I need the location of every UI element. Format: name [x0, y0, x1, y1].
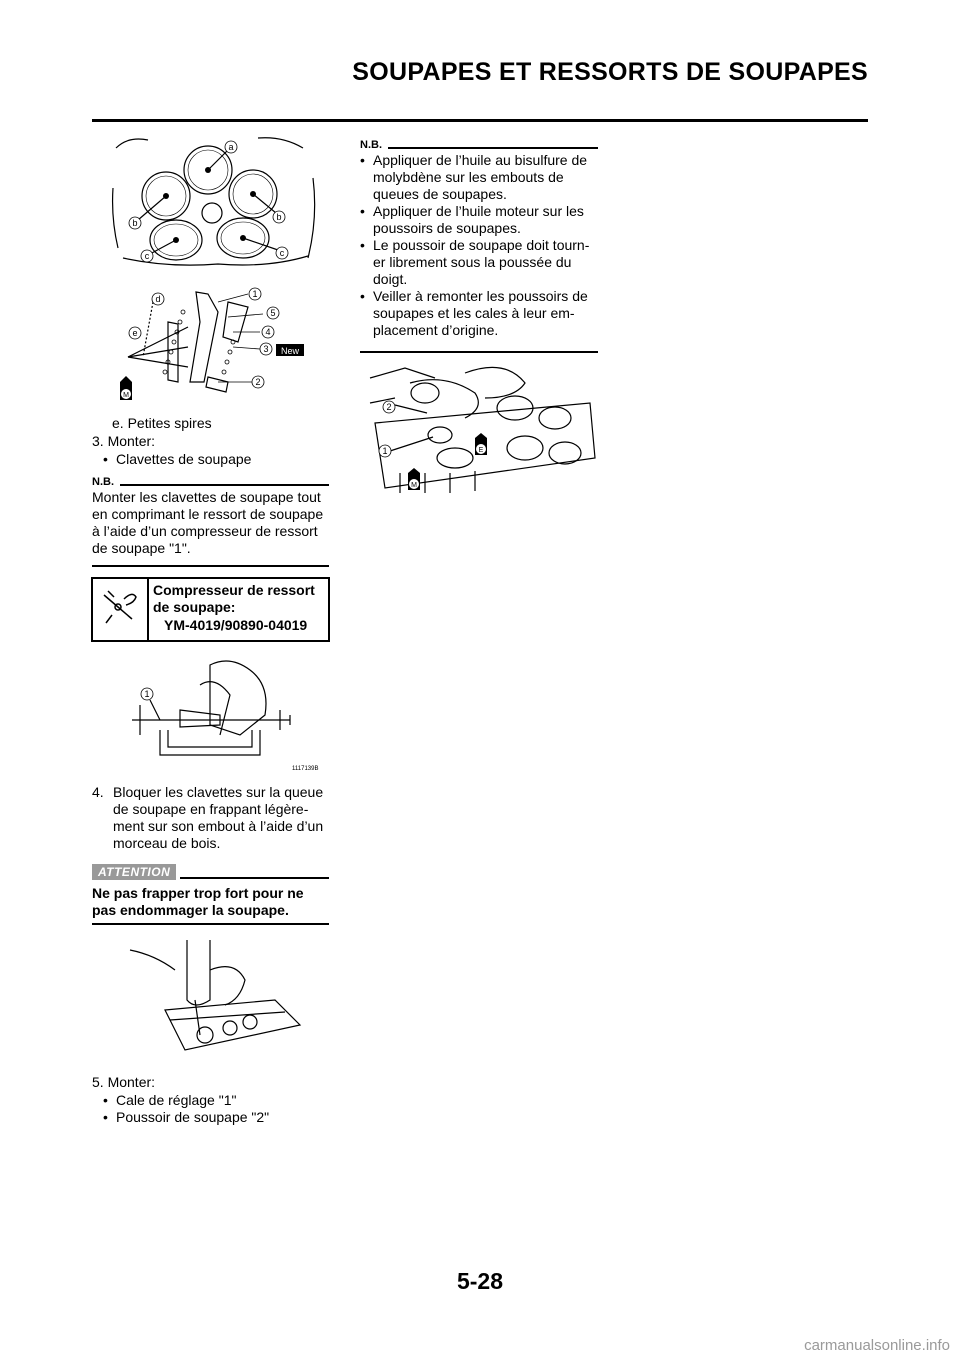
step3-title: 3. Monter:	[92, 433, 156, 449]
item-e-text: e. Petites spires	[112, 415, 212, 431]
page-number: 5-28	[456, 1268, 504, 1294]
tool-box-divider	[147, 577, 149, 640]
step5-bullets	[103, 1092, 269, 1126]
rfig-label-2: 2	[386, 402, 392, 412]
fig2-label-3: 3	[263, 344, 269, 354]
nb2-rule-top	[388, 147, 598, 149]
fig1-label-b2: b	[276, 212, 282, 222]
list-item: • Appliquer de l’huile moteur sur les poussoirs de soupapes.	[360, 203, 598, 237]
attention-rule-bottom	[92, 923, 329, 925]
spring-compressor-tool-icon	[98, 587, 140, 627]
attention-label: ATTENTION	[92, 864, 176, 880]
fig2-label-1: 1	[252, 289, 258, 299]
page-title: SOUPAPES ET RESSORTS DE SOUPAPES	[352, 58, 868, 86]
fig3-label-1: 1	[144, 689, 150, 699]
watermark: carmanualsonline.info	[804, 1337, 950, 1354]
nb1-rule-bottom	[92, 565, 329, 567]
fig1-label-c2: c	[279, 248, 285, 258]
fig2-label-m: M	[123, 392, 129, 399]
fig1-label-a: a	[228, 142, 234, 152]
fig2-label-4: 4	[265, 327, 271, 337]
fig1-label-b1: b	[132, 218, 138, 228]
list-item: • Poussoir de soupape "2"	[103, 1109, 269, 1126]
rfig-label-e: E	[478, 447, 484, 454]
list-item: • Veiller à remonter les poussoirs de soupapes et les cales à leur em-placement d’origine.	[360, 288, 598, 339]
nb1-rule-top	[120, 484, 329, 486]
list-item: • Le poussoir de soupape doit tourn-er librement sous la poussée du doigt.	[360, 237, 598, 288]
tool-code: YM-4019/90890-04019	[164, 617, 308, 633]
nb2-label: N.B.	[360, 139, 382, 151]
nb1-text: Monter les clavettes de soupape tout en comprimant le ressort de soupape à l’aide d’un compresseur de ressort de soupape "1".	[92, 489, 324, 556]
nb1-label: N.B.	[92, 476, 114, 488]
rfig-label-m: M	[411, 482, 417, 489]
tool-name: Compresseur de ressort de soupape:	[153, 582, 315, 615]
fig3-code: 1117139B	[292, 766, 319, 772]
valve-spring-figure	[108, 282, 323, 407]
cylinder-head-figure	[108, 128, 323, 270]
new-badge: New	[280, 346, 300, 356]
fig2-label-e: e	[132, 328, 138, 338]
step4-number: 4.	[92, 784, 104, 800]
list-item: • Clavettes de soupape	[103, 451, 251, 468]
list-item: • Cale de réglage "1"	[103, 1092, 269, 1109]
fig2-label-d: d	[155, 294, 161, 304]
rfig-label-1: 1	[382, 446, 388, 456]
header-rule	[92, 119, 868, 122]
step3-bullets	[103, 451, 251, 468]
fig2-label-5: 5	[270, 308, 276, 318]
nb2-rule-bottom	[360, 351, 598, 353]
attention-text: Ne pas frapper trop fort pour ne pas endommager la soupape.	[92, 885, 304, 918]
list-item: • Appliquer de l’huile au bisulfure de molybdène sur les embouts de queues de soupapes.	[360, 152, 598, 203]
step5-title: 5. Monter:	[92, 1074, 156, 1090]
attention-rule-top	[180, 877, 329, 879]
fig1-label-c1: c	[144, 251, 150, 261]
step4-text: Bloquer les clavettes sur la queue de soupape en frappant légère-ment sur son embout à l’aide d’un morceau de bois.	[113, 784, 324, 851]
tapping-keeper-figure	[125, 940, 305, 1065]
fig2-label-2: 2	[255, 377, 261, 387]
shim-lifter-figure	[365, 363, 600, 498]
compressor-usage-figure	[120, 655, 320, 775]
nb2-bullets	[360, 152, 598, 339]
